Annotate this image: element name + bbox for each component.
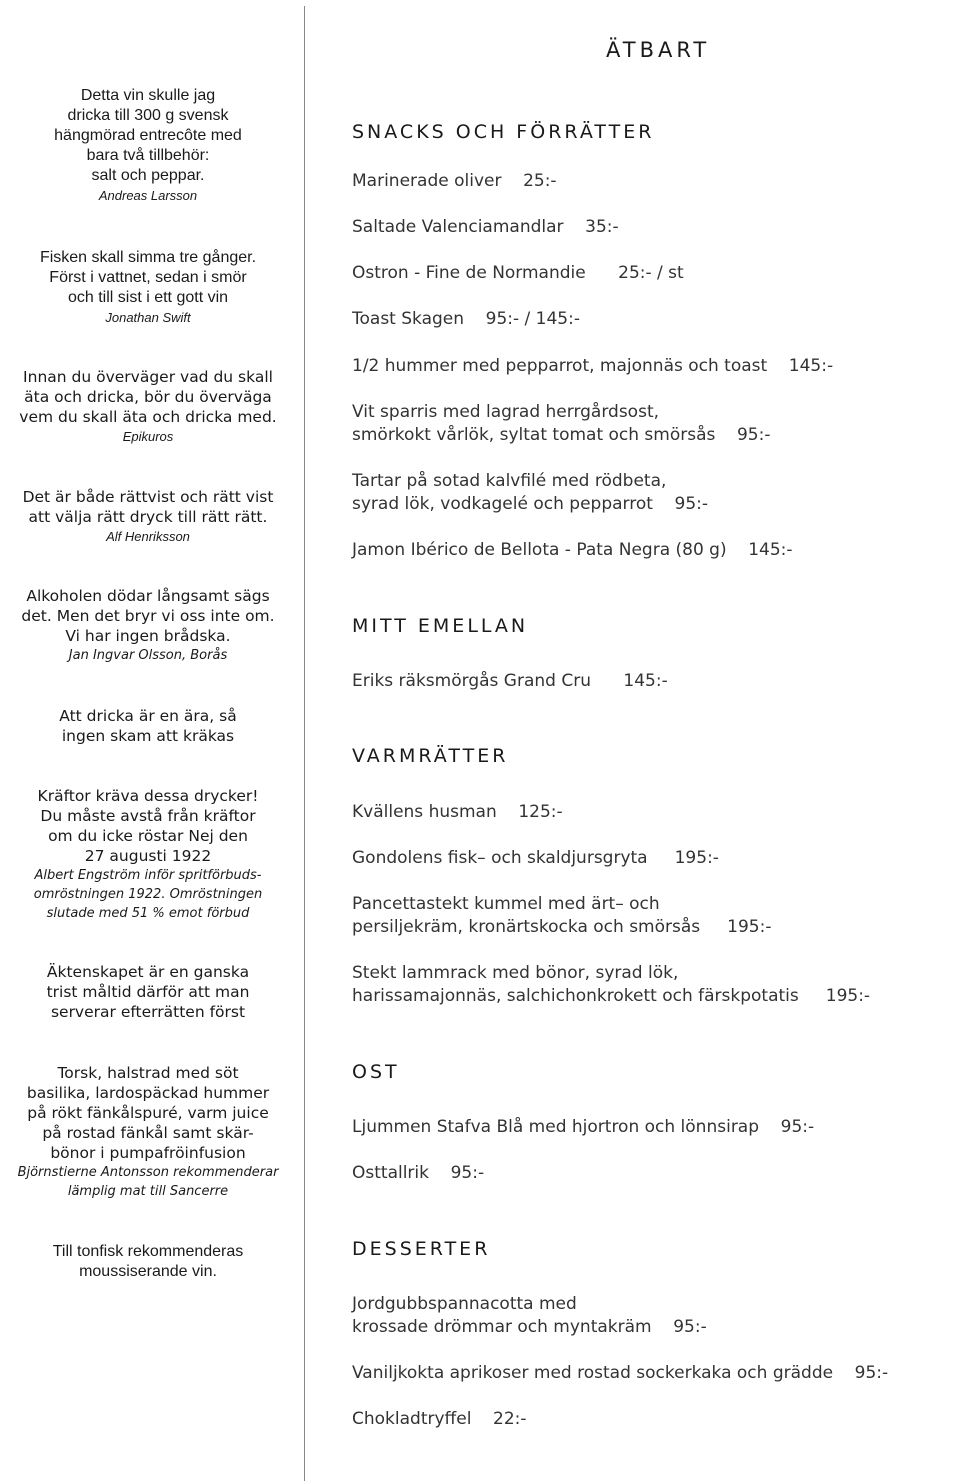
section-heading-varmratter: VARMRÄTTER	[352, 745, 509, 767]
menu-item	[352, 801, 563, 824]
quote-aktenskapet	[0, 962, 296, 1022]
menu-item	[352, 216, 619, 239]
menu-item-line: Vit sparris med lagrad herrgårdsost,	[352, 402, 660, 422]
quote-line: på rostad fänkål samt skär-	[42, 1124, 254, 1142]
menu-item	[352, 470, 708, 516]
quote-line: 27 augusti 1922	[84, 847, 212, 865]
section-heading-desserter: DESSERTER	[352, 1238, 491, 1260]
menu-item-line: Gondolens fisk– och skaldjursgryta 195:-	[352, 848, 719, 868]
quote-bjornstierne-antonsson	[0, 1063, 296, 1201]
menu-item-line: krossade drömmar och myntakräm 95:-	[352, 1317, 707, 1337]
quote-andreas-larsson	[0, 86, 296, 205]
quote-author: Epikuros	[122, 429, 174, 444]
menu-item-line: persiljekräm, kronärtskocka och smörsås 195:-	[352, 917, 772, 937]
menu-item-line: Vaniljkokta aprikoser med rostad sockerkaka och grädde 95:-	[352, 1363, 889, 1383]
menu-item-line: Ostron - Fine de Normandie 25:- / st	[352, 263, 684, 283]
quote-author: Albert Engström inför spritförbuds-	[34, 868, 262, 883]
quote-tonfisk	[0, 1242, 296, 1282]
menu-item-line: Marinerade oliver 25:-	[352, 171, 557, 191]
quote-line: och till sist i ett gott vin	[67, 289, 229, 306]
quote-line: på rökt fänkålspuré, varm juice	[27, 1104, 269, 1122]
menu-item	[352, 1116, 814, 1139]
quote-line: moussiserande vin.	[79, 1263, 217, 1280]
quote-author: Jan Ingvar Olsson, Borås	[68, 648, 228, 663]
quote-line: bara två tillbehör:	[86, 147, 210, 164]
quote-line: Vi har ingen brådska.	[65, 627, 231, 645]
quote-line: att välja rätt dryck till rätt rätt.	[28, 508, 268, 526]
quote-line: salt och peppar.	[91, 167, 205, 184]
quote-line: det. Men det bryr vi oss inte om.	[21, 607, 275, 625]
menu-item	[352, 539, 793, 562]
menu-item-line: Jamon Ibérico de Bellota - Pata Negra (80 g) 145:-	[352, 540, 793, 560]
menu-item	[352, 170, 557, 193]
section-heading-mitt-emellan: MITT EMELLAN	[352, 615, 529, 637]
quote-jan-ingvar-olsson	[0, 586, 296, 665]
quote-line: dricka till 300 g svensk	[67, 107, 229, 124]
quote-jonathan-swift	[0, 248, 296, 327]
menu-item-line: Kvällens husman 125:-	[352, 802, 563, 822]
menu-item-line: smörkokt vårlök, syltat tomat och smörsås 95:-	[352, 425, 771, 445]
quote-author: lämplig mat till Sancerre	[67, 1184, 229, 1199]
section-heading-snacks: SNACKS OCH FÖRRÄTTER	[352, 121, 655, 143]
quote-epikuros	[0, 367, 296, 446]
menu-item	[352, 670, 668, 693]
quote-line: bönor i pumpafröinfusion	[50, 1144, 246, 1162]
menu-item	[352, 1293, 707, 1339]
quote-line: ingen skam att kräkas	[61, 727, 235, 745]
menu-item-line: Stekt lammrack med bönor, syrad lök,	[352, 963, 679, 983]
menu-item-line: Eriks räksmörgås Grand Cru 145:-	[352, 671, 668, 691]
quote-line: Du måste avstå från kräftor	[40, 807, 256, 825]
quote-line: Fisken skall simma tre gånger.	[39, 249, 257, 266]
quote-line: serverar efterrätten först	[50, 1003, 246, 1021]
column-divider	[304, 6, 305, 1481]
menu-item	[352, 1162, 484, 1185]
quote-line: Kräftor kräva dessa drycker!	[37, 787, 259, 805]
quote-line: Äktenskapet är en ganska	[46, 963, 250, 981]
menu-item-line: Saltade Valenciamandlar 35:-	[352, 217, 619, 237]
quote-line: vem du skall äta och dricka med.	[19, 408, 277, 426]
menu-item-line: Ljummen Stafva Blå med hjortron och lönnsirap 95:-	[352, 1117, 815, 1137]
quote-line: Detta vin skulle jag	[80, 87, 216, 104]
quote-line: om du icke röstar Nej den	[48, 827, 248, 845]
menu-item-line: harissamajonnäs, salchichonkrokett och färskpotatis 195:-	[352, 986, 871, 1006]
menu-item	[352, 893, 771, 939]
quote-line: Först i vattnet, sedan i smör	[49, 269, 247, 286]
menu-item-line: syrad lök, vodkagelé och pepparrot 95:-	[352, 494, 709, 514]
menu-item-line: Chokladtryffel 22:-	[352, 1409, 527, 1429]
section-heading-ost: OST	[352, 1061, 400, 1083]
quote-author: slutade med 51 % emot förbud	[46, 906, 250, 921]
menu-item	[352, 308, 580, 331]
menu-item-line: 1/2 hummer med pepparrot, majonnäs och toast 145:-	[352, 356, 834, 376]
quote-line: basilika, lardospäckad hummer	[26, 1084, 270, 1102]
quote-line: hängmörad entrecôte med	[54, 127, 242, 144]
menu-item	[352, 847, 719, 870]
menu-item-line: Pancettastekt kummel med ärt– och	[352, 894, 660, 914]
quote-albert-engstrom	[0, 786, 296, 923]
quote-alf-henriksson	[0, 487, 296, 546]
quote-author: Jonathan Swift	[105, 310, 191, 325]
quote-line: Till tonfisk rekommenderas	[52, 1243, 244, 1260]
menu-item	[352, 262, 684, 285]
menu-item-line: Jordgubbspannacotta med	[352, 1294, 577, 1314]
menu-item-line: Osttallrik 95:-	[352, 1163, 485, 1183]
quote-author: omröstningen 1922. Omröstningen	[33, 887, 263, 902]
quote-line: Det är både rättvist och rätt vist	[22, 488, 274, 506]
menu-item	[352, 401, 770, 447]
menu-item	[352, 1408, 527, 1431]
quote-line: Innan du överväger vad du skall	[23, 368, 273, 386]
quote-author: Björnstierne Antonsson rekommenderar	[17, 1165, 279, 1180]
quote-line: Torsk, halstrad med söt	[57, 1064, 239, 1082]
menu-item-line: Tartar på sotad kalvfilé med rödbeta,	[352, 471, 667, 491]
quote-line: äta och dricka, bör du överväga	[24, 388, 272, 406]
quote-line: Alkoholen dödar långsamt sägs	[26, 587, 270, 605]
quote-dricka-ara	[0, 706, 296, 746]
menu-item	[352, 962, 870, 1008]
quote-line: Att dricka är en ära, så	[59, 707, 237, 725]
menu-item	[352, 1362, 888, 1385]
menu-item	[352, 355, 833, 378]
menu-title: ÄTBART	[606, 38, 711, 62]
quote-author: Andreas Larsson	[98, 188, 198, 203]
quote-author: Alf Henriksson	[106, 529, 190, 544]
menu-item-line: Toast Skagen 95:- / 145:-	[352, 309, 580, 329]
quote-line: trist måltid därför att man	[46, 983, 250, 1001]
